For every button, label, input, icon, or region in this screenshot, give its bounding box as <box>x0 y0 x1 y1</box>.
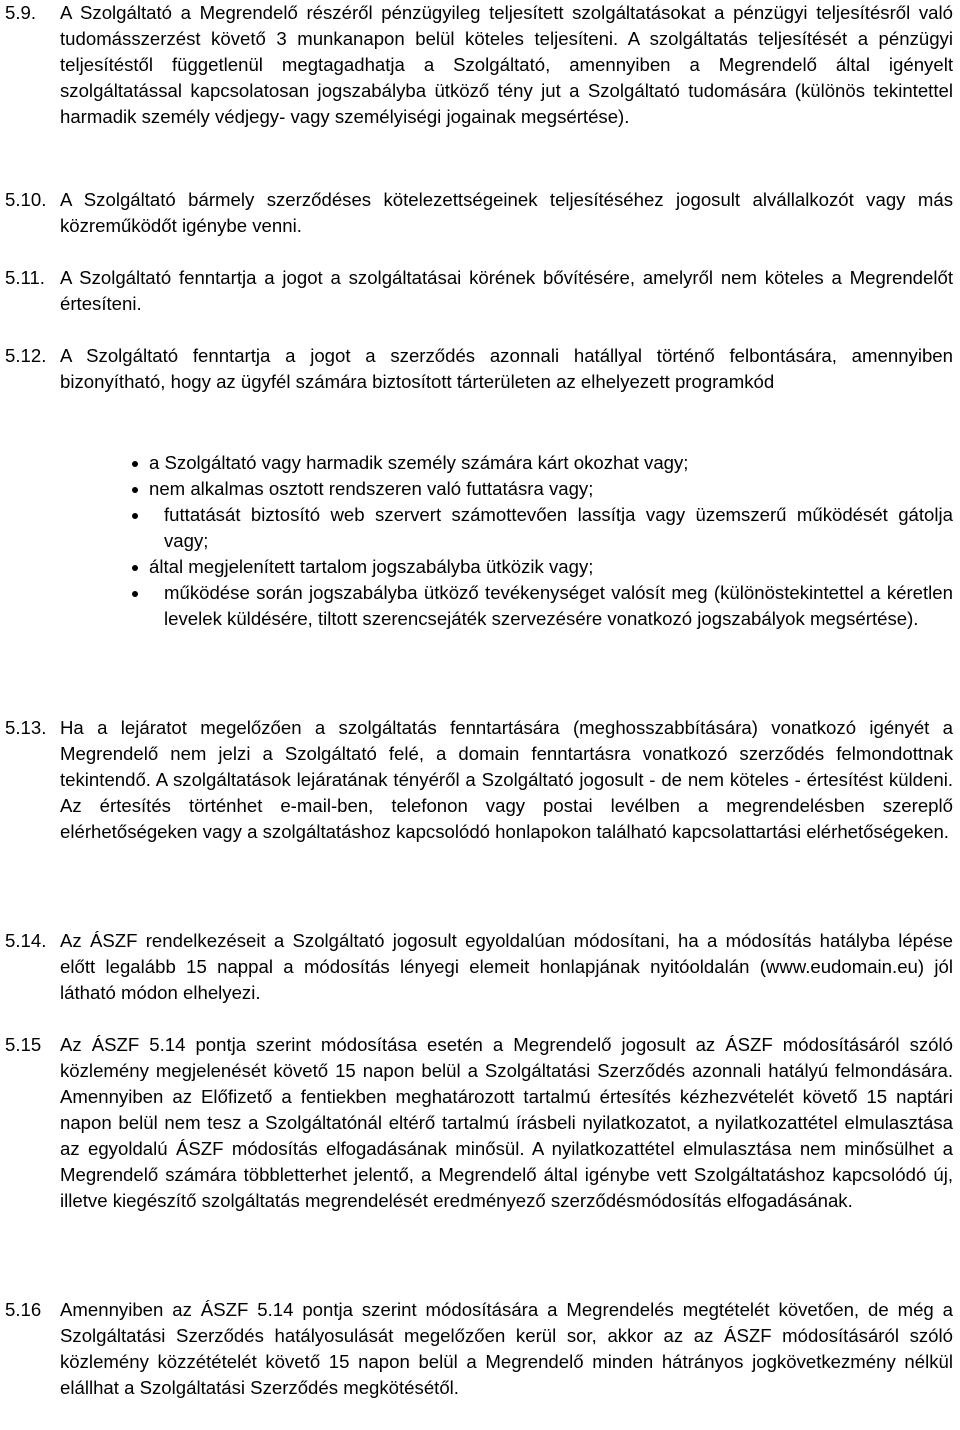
bullet-icon <box>132 513 138 519</box>
list-item: nem alkalmas osztott rendszeren való futtatásra vagy; <box>131 476 953 502</box>
section-5-10 <box>5 187 953 239</box>
list-item: futtatását biztosító web szervert számottevően lassítja vagy üzemszerű működését gátolja vagy; <box>131 502 953 554</box>
section-5-13 <box>5 715 953 845</box>
bullet-icon <box>132 487 138 493</box>
section-text: A Szolgáltató fenntartja a jogot a szolgáltatásai körének bővítésére, amelyről nem köteles a Megrendelőt értesíteni. <box>60 267 953 314</box>
prohibited-code-list <box>131 450 953 632</box>
section-number: 5.15 <box>5 1034 42 1055</box>
section-text: Amennyiben az ÁSZF 5.14 pontja szerint módosítására a Megrendelés megtételét követően, de még a Szolgáltatási Szerződés hatályosulását megelőzően kerül sor, akkor az az ÁSZF módosításáról szóló közlemény közzétételét követő 15 napon belül a Megrendelő minden hátrányos jogkövetkezmény nélkül elállhat a Szolgáltatási Szerződés megkötésétől. <box>60 1299 953 1398</box>
section-5-12 <box>5 343 953 395</box>
section-text: A Szolgáltató a Megrendelő részéről pénzügyileg teljesített szolgáltatásokat a pénzügyi teljesítésről való tudomásszerzést követő 3 munkanapon belül köteles teljesíteni. A szolgáltatás teljesítését a pénzügyi teljesítéstől függetlenül megtagadhatja a Szolgáltató, amennyiben a Megrendelő által igényelt szolgáltatással kapcsolatosan jogszabályba ütköző tény jut a Szolgáltató tudomására (különös tekintettel harmadik személy védjegy- vagy személyiségi jogainak megsértése). <box>60 2 953 127</box>
section-5-16 <box>5 1297 953 1401</box>
section-text: Az ÁSZF 5.14 pontja szerint módosítása esetén a Megrendelő jogosult az ÁSZF módosításáról szóló közlemény megjelenését követő 15 napon belül a Szolgáltatási Szerződés azonnali hatályú felmondására. Amennyiben az Előfizető a fentiekben meghatározott tartalmú értesítés kézhezvételét követő 15 naptári napon belül nem tesz a Szolgáltatónál eltérő tartalmú írásbeli nyilatkozatot, a nyilatkozattétel elmulasztása az egyoldalú ÁSZF módosítás elfogadásának minősül. A nyilatkozattétel elmulasztása nem minősülhet a Megrendelő számára többletterhet jelentő, a Megrendelő által igénybe vett Szolgáltatáshoz kapcsolódó új, illetve kiegészítő szolgáltatás megrendelését eredményező szerződésmódosítás elfogadásának. <box>60 1034 953 1211</box>
section-5-11 <box>5 265 953 317</box>
section-number: 5.9. <box>5 2 37 23</box>
section-5-14 <box>5 928 953 1006</box>
list-item: a Szolgáltató vagy harmadik személy számára kárt okozhat vagy; <box>131 450 953 476</box>
list-item: működése során jogszabályba ütköző tevékenységet valósít meg (különöstekintettel a kéretlen levelek küldésére, tiltott szerencsejáték szervezésére vonatkozó jogszabályok megsértése). <box>131 580 953 632</box>
section-number: 5.10. <box>5 189 47 210</box>
section-number: 5.11. <box>5 267 45 288</box>
list-item: által megjelenített tartalom jogszabályba ütközik vagy; <box>131 554 953 580</box>
section-number: 5.12. <box>5 345 47 366</box>
section-5-9 <box>5 0 953 130</box>
section-text: A Szolgáltató bármely szerződéses kötelezettségeinek teljesítéséhez jogosult alvállalkozót vagy más közreműködőt igénybe venni. <box>60 189 953 236</box>
bullet-icon <box>132 565 138 571</box>
section-5-15 <box>5 1032 953 1214</box>
section-number: 5.13. <box>5 717 47 738</box>
section-text: A Szolgáltató fenntartja a jogot a szerződés azonnali hatállyal történő felbontására, amennyiben bizonyítható, hogy az ügyfél számára biztosított tárterületen az elhelyezett programkód <box>60 345 953 392</box>
section-number: 5.14. <box>5 930 47 951</box>
section-number: 5.16 <box>5 1299 42 1320</box>
bullet-icon <box>132 591 138 597</box>
section-text: Az ÁSZF rendelkezéseit a Szolgáltató jogosult egyoldalúan módosítani, ha a módosítás hatályba lépése előtt legalább 15 nappal a módosítás lényegi elemeit honlapjának nyitóoldalán (www.eudomain.eu) jól látható módon elhelyezi. <box>60 930 953 1003</box>
bullet-icon <box>132 461 138 467</box>
section-text: Ha a lejáratot megelőzően a szolgáltatás fenntartására (meghosszabbítására) vonatkozó igényét a Megrendelő nem jelzi a Szolgáltató felé, a domain fenntartásra vonatkozó szerződés felmondottnak tekintendő. A szolgáltatások lejáratának tényéről a Szolgáltató jogosult - de nem köteles - értesítést küldeni. Az értesítés történhet e-mail-ben, telefonon vagy postai levélben a megrendelésben szereplő elérhetőségeken vagy a szolgáltatáshoz kapcsolódó honlapokon található kapcsolattartási elérhetőségeken. <box>60 717 953 842</box>
